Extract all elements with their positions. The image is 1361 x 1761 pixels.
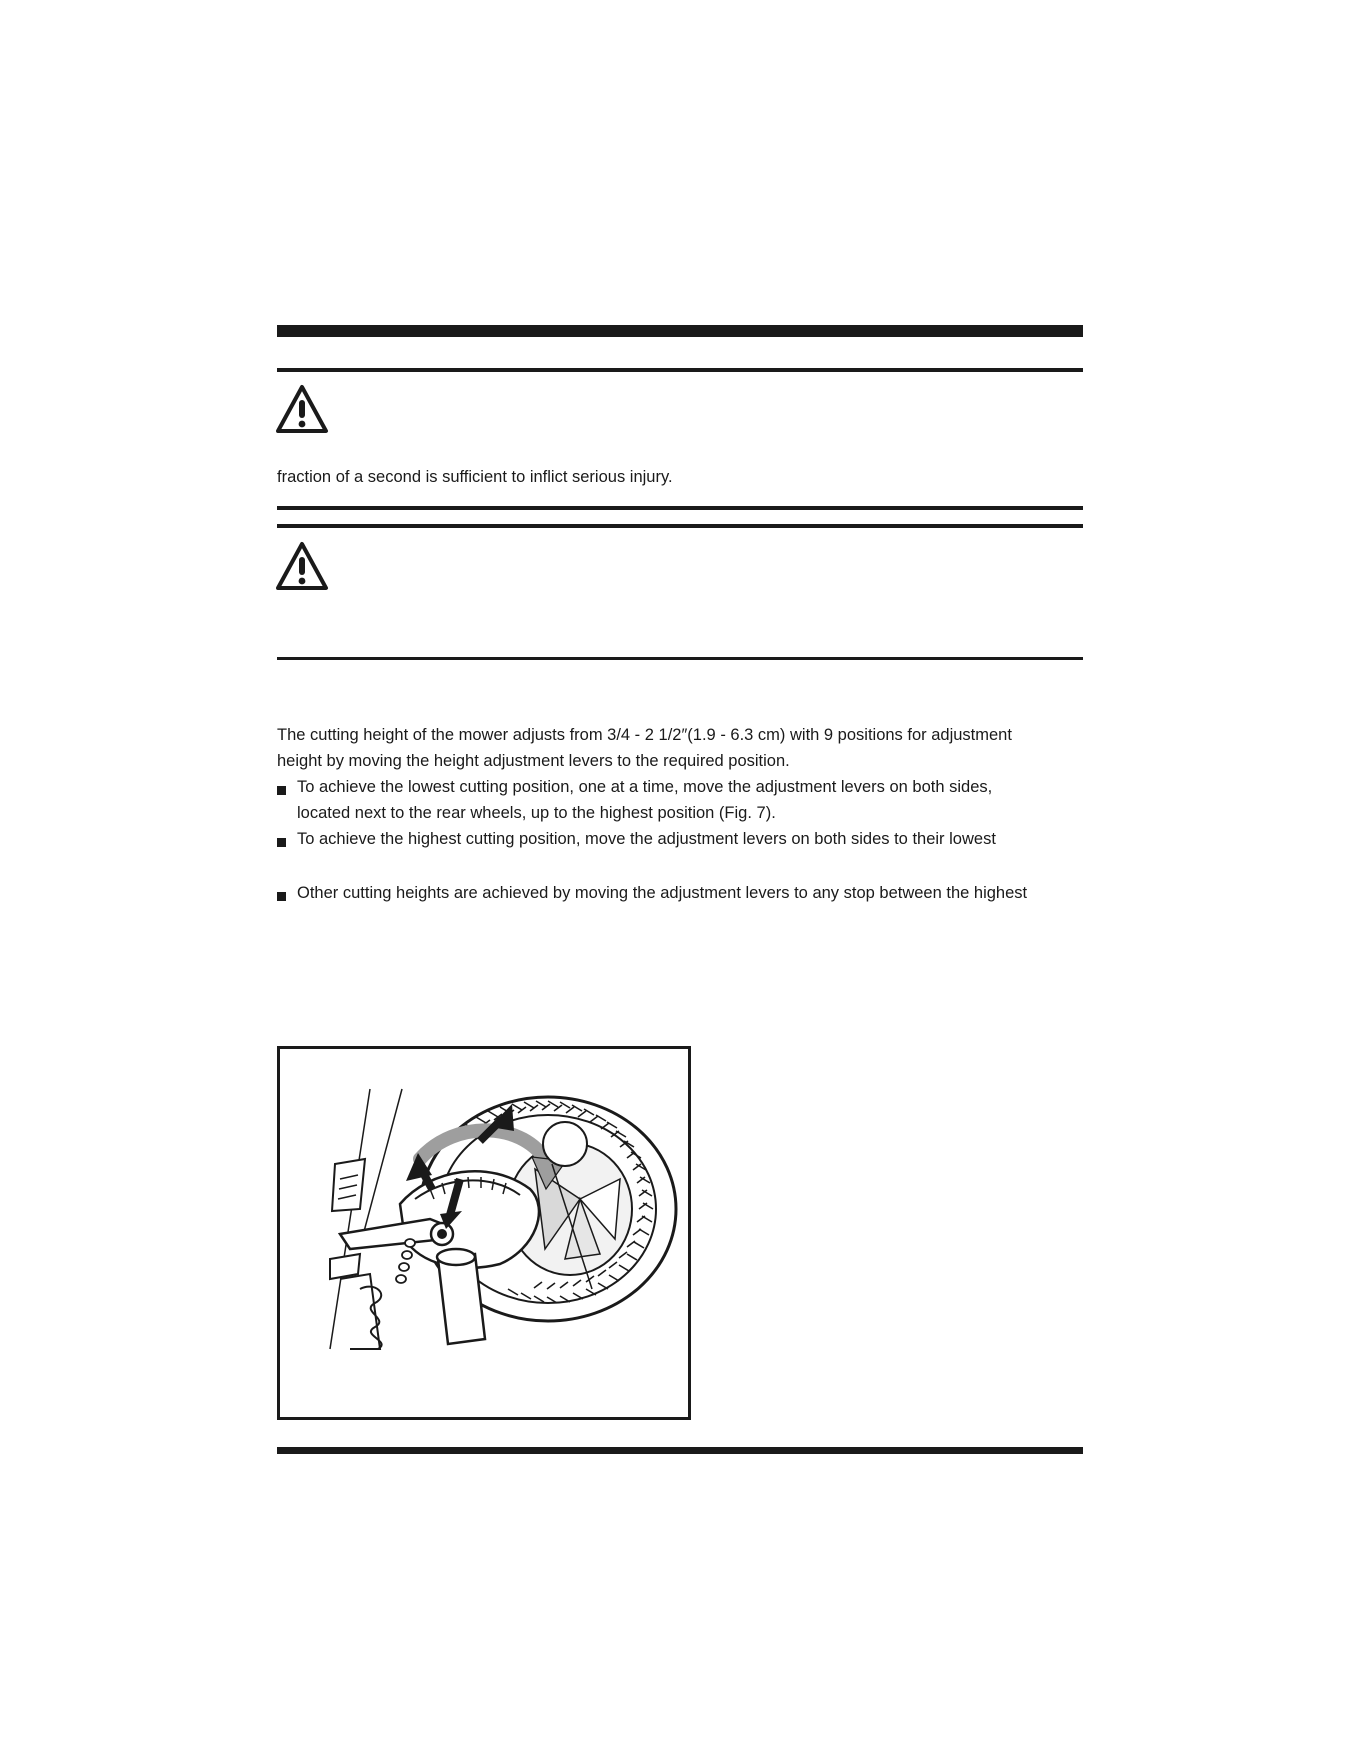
figure-7-box — [277, 1046, 691, 1420]
warning-1-text: fraction of a second is sufficient to inflict serious injury. — [277, 468, 673, 486]
intro-line-2: height by moving the height adjustment levers to the required position. — [277, 752, 790, 770]
bullet-marker — [277, 838, 286, 847]
height-adjustment-lever-illustration — [280, 1049, 688, 1417]
warning-2-bottom-rule — [277, 657, 1083, 660]
warning-1-bottom-rule — [277, 506, 1083, 510]
bullet-2-line-1: To achieve the highest cutting position, move the adjustment levers on both sides to their lowest — [297, 830, 996, 848]
warning-2-top-rule — [277, 524, 1083, 528]
section-top-rule — [277, 325, 1083, 337]
section-bottom-rule — [277, 1447, 1083, 1454]
warning-triangle-icon — [275, 541, 329, 591]
bullet-marker — [277, 786, 286, 795]
bullet-1-line-2: located next to the rear wheels, up to the highest position (Fig. 7). — [297, 804, 776, 822]
warning-1-top-rule — [277, 368, 1083, 372]
bullet-3-line-1: Other cutting heights are achieved by moving the adjustment levers to any stop between the highest — [297, 884, 1028, 902]
bullet-marker — [277, 892, 286, 901]
warning-triangle-icon — [275, 384, 329, 434]
intro-line-1: The cutting height of the mower adjusts from 3/4 - 2 1/2″(1.9 - 6.3 cm) with 9 positions for adjustment — [277, 726, 1012, 744]
bullet-1-line-1: To achieve the lowest cutting position, one at a time, move the adjustment levers on both sides, — [297, 778, 993, 796]
